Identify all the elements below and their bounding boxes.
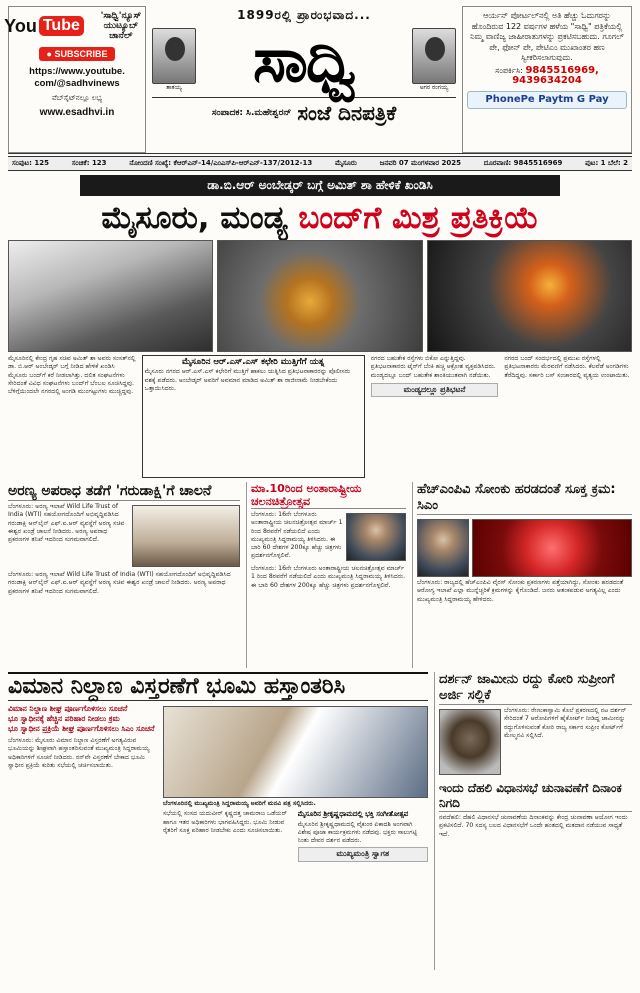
film-headline[interactable]: ಮಾ.10ರಿಂದ ಅಂತಾರಾಷ್ಟ್ರೀಯ ಚಲನಚಿತ್ರೋತ್ಸವ	[251, 482, 406, 509]
youtube-logo: You Tube	[4, 16, 84, 37]
rss-office-box: ಮೈಸೂರಿನ ಆರ್.ಎಸ್.ಎಸ್ ಕಛೇರಿ ಮುತ್ತಿಗೆಗೆ ಯತ್ನ ಮೈಸೂರು ನಗರದ ಆರ್.ಎಸ್.ಎಸ್ ಕಛೇರಿಗೆ ಮುತ್ತಿಗೆ ಹಾಕಲು ಯತ್ನಿಸಿದ ಪ್ರತಿಭಟನಾಕಾರರನ್ನು ಪೊಲೀಸರು ವಶಕ್ಕೆ ಪಡೆದರು. ಅಂಬೇಡ್ಕರ್ ಅವರಿಗೆ ಅವಮಾನ ಮಾಡಿದ ಅಮಿತ್ ಶಾ ರಾಜೀನಾಮೆ ನೀಡಬೇಕೆಂದು ಒತ್ತಾಯಿಸಿದರು.	[142, 355, 365, 478]
darshan-story: ದರ್ಶನ್ ಜಾಮೀನು ರದ್ದು ಕೋರಿ ಸುಪ್ರೀಂಗೆ ಅರ್ಜಿ ಸಲ್ಲಿಕೆ ಬೆಂಗಳೂರು: ರೇಣುಕಾಸ್ವಾಮಿ ಕೊಲೆ ಪ್ರಕರಣದಲ್ಲಿ ನಟ ದರ್ಶನ್ ಸೇರಿದಂತೆ 7 ಆರೋಪಿಗಳಿಗೆ ಹೈಕೋರ್ಟ್ ನೀಡಿದ್ದ ಜಾಮೀನನ್ನು ರದ್ದುಗೊಳಿಸುವಂತೆ ಕೋರಿ ರಾಜ್ಯ ಸರ್ಕಾರ ಸುಪ್ರೀಂ ಕೋರ್ಟ್‌ಗೆ ಮೇಲ್ಮನವಿ ಸಲ್ಲಿಸಿದೆ. ಇಂದು ದೆಹಲಿ ವಿಧಾನಸಭೆ ಚುನಾವಣೆಗೆ ದಿನಾಂಕ ನಿಗದಿ ನವದೆಹಲಿ: ದೆಹಲಿ ವಿಧಾನಸಭೆ ಚುನಾವಣೆಯ ದಿನಾಂಕವನ್ನು ಕೇಂದ್ರ ಚುನಾವಣಾ ಆಯೋಗ ಇಂದು ಪ್ರಕಟಿಸಲಿದೆ. 70 ಸದಸ್ಯ ಬಲದ ವಿಧಾನಸಭೆಗೆ ಒಂದೇ ಹಂತದಲ್ಲಿ ಮತದಾನ ನಡೆಯುವ ಸಾಧ್ಯತೆ ಇದೆ.	[434, 672, 632, 970]
youtube-promo	[4, 6, 146, 153]
darshan-headline[interactable]: ದರ್ಶನ್ ಜಾಮೀನು ರದ್ದು ಕೋರಿ ಸುಪ್ರೀಂಗೆ ಅರ್ಜಿ ಸಲ್ಲಿಕೆ	[439, 672, 632, 705]
protest-march-photo	[8, 240, 213, 352]
lead-headline[interactable]: ಮೈಸೂರು, ಮಂಡ್ಯ ಬಂದ್‌ಗೆ ಮಿಶ್ರ ಪ್ರತಿಕ್ರಿಯೆ	[101, 200, 539, 236]
tyre-fire-photo	[427, 240, 632, 352]
effigy-burning-photo	[217, 240, 422, 352]
film-photo	[346, 513, 406, 561]
hmpv-story: ಹೆಚ್‌ಎಂಪಿವಿ ಸೋಂಕು ಹರಡದಂತೆ ಸೂಕ್ತ ಕ್ರಮ: ಸಿಎಂ ಬೆಂಗಳೂರು: ರಾಜ್ಯದಲ್ಲಿ ಹೆಚ್‌ಎಂಪಿವಿ ವೈರಸ್ ಸೋಂಕು ಪ್ರಕರಣಗಳು ಪತ್ತೆಯಾಗಿದ್ದು, ಸೋಂಕು ಹರಡದಂತೆ ಆರೋಗ್ಯ ಇಲಾಖೆ ಎಲ್ಲಾ ಮುನ್ನೆಚ್ಚರಿಕೆ ಕ್ರಮಗಳನ್ನು ಕೈಗೊಂಡಿದೆ. ಜನರು ಆತಂಕಪಡುವ ಅಗತ್ಯವಿಲ್ಲ ಎಂದು ಮುಖ್ಯಮಂತ್ರಿ ಸಿದ್ದರಾಮಯ್ಯ ಹೇಳಿದರು.	[412, 482, 632, 668]
hmpv-headline[interactable]: ಹೆಚ್‌ಎಂಪಿವಿ ಸೋಂಕು ಹರಡದಂತೆ ಸೂಕ್ತ ಕ್ರಮ: ಸಿಎಂ	[417, 482, 632, 515]
film-story: ಮಾ.10ರಿಂದ ಅಂತಾರಾಷ್ಟ್ರೀಯ ಚಲನಚಿತ್ರೋತ್ಸವ ಬೆಂಗಳೂರು: 16ನೇ ಬೆಂಗಳೂರು ಅಂತಾರಾಷ್ಟ್ರೀಯ ಚಲನಚಿತ್ರೋತ್ಸವ ಮಾರ್ಚ್ 1 ರಿಂದ 8ರವರೆಗೆ ನಡೆಯಲಿದೆ ಎಂದು ಮುಖ್ಯಮಂತ್ರಿ ಸಿದ್ದರಾಮಯ್ಯ ತಿಳಿಸಿದರು. ಈ ಬಾರಿ 60 ದೇಶಗಳ 200ಕ್ಕೂ ಹೆಚ್ಚು ಚಿತ್ರಗಳು ಪ್ರದರ್ಶನಗೊಳ್ಳಲಿವೆ. ಬೆಂಗಳೂರು: 16ನೇ ಬೆಂಗಳೂರು ಅಂತಾರಾಷ್ಟ್ರೀಯ ಚಲನಚಿತ್ರೋತ್ಸವ ಮಾರ್ಚ್ 1 ರಿಂದ 8ರವರೆಗೆ ನಡೆಯಲಿದೆ ಎಂದು ಮುಖ್ಯಮಂತ್ರಿ ಸಿದ್ದರಾಮಯ್ಯ ತಿಳಿಸಿದರು. ಈ ಬಾರಿ 60 ದೇಶಗಳ 200ಕ್ಕೂ ಹೆಚ್ಚು ಚಿತ್ರಗಳು ಪ್ರದರ್ಶನಗೊಳ್ಳಲಿವೆ.	[246, 482, 406, 668]
nameplate: 1899ರಲ್ಲಿ ಪ್ರಾರಂಭವಾದ... ತಾತಯ್ಯ ಸಾಧ್ವಿ ಅಗರ ರಂಗಯ್ಯ ಸಂಪಾದಕ: ಸಿ.ಮಹೇಶ್ವರನ್ ಸಂಜೆ ದಿನಪತ್ರಿಕೆ	[146, 6, 462, 153]
cm-photo	[417, 519, 469, 577]
ad-phone: 9845516969,	[525, 64, 599, 76]
memorandum-photo	[163, 706, 428, 798]
website-note: ವೆಬ್‌ಸೈಟ್‌ನಲ್ಲೂ ಲಭ್ಯ	[51, 94, 103, 102]
payment-logos: PhonePe Paytm G Pay	[467, 91, 627, 110]
lead-text: ಮೈಸೂರಿನಲ್ಲಿ ಕೇಂದ್ರ ಗೃಹ ಸಚಿವ ಅಮಿತ್ ಶಾ ಅವರು ಸಂಸತ್‌ನಲ್ಲಿ ಡಾ. ಬಿ.ಆರ್ ಅಂಬೇಡ್ಕರ್ ಬಗ್ಗೆ ನೀಡಿದ ಹೇಳಿಕೆ ಖಂಡಿಸಿ ಮೈಸೂರು ಬಂದ್‌ಗೆ ಕರೆ ನೀಡಲಾಗಿತ್ತು. ದಲಿತ ಸಂಘಟನೆಗಳು ಸೇರಿದಂತೆ ವಿವಿಧ ಸಂಘಟನೆಗಳು ಬಂದ್‌ಗೆ ಬೆಂಬಲ ಸೂಚಿಸಿದ್ದವು. ಬೆಳಿಗ್ಗೆಯಿಂದಲೇ ನಗರದಲ್ಲಿ ಅಂಗಡಿ ಮುಂಗಟ್ಟುಗಳು ಮುಚ್ಚಿದ್ದವು. ಮೈಸೂರಿನ ಆರ್.ಎಸ್.ಎಸ್ ಕಛೇರಿ ಮುತ್ತಿಗೆಗೆ ಯತ್ನ ಮೈಸೂರು ನಗರದ ಆರ್.ಎಸ್.ಎಸ್ ಕಛೇರಿಗೆ ಮುತ್ತಿಗೆ ಹಾಕಲು ಯತ್ನಿಸಿದ ಪ್ರತಿಭಟನಾಕಾರರನ್ನು ಪೊಲೀಸರು ವಶಕ್ಕೆ ಪಡೆದರು. ಅಂಬೇಡ್ಕರ್ ಅವರಿಗೆ ಅವಮಾನ ಮಾಡಿದ ಅಮಿತ್ ಶಾ ರಾಜೀನಾಮೆ ನೀಡಬೇಕೆಂದು ಒತ್ತಾಯಿಸಿದರು. ನಗರದ ಬಹುತೇಕ ರಸ್ತೆಗಳು ಬಿಕೋ ಎನ್ನುತ್ತಿದ್ದವು. ಪ್ರತಿಭಟನಾಕಾರರು ಟೈರ್‌ಗೆ ಬೆಂಕಿ ಹಚ್ಚಿ ಆಕ್ರೋಶ ವ್ಯಕ್ತಪಡಿಸಿದರು. ಮಂಡ್ಯದಲ್ಲೂ ಬಂದ್ ಬಹುತೇಕ ಶಾಂತಿಯುತವಾಗಿ ನಡೆಯಿತು. ಮಂಡ್ಯದಲ್ಲೂ ಪ್ರತಿಭಟನೆ ನಗರದ ಬಂದ್ ಸಂದರ್ಭದಲ್ಲಿ ಪ್ರಮುಖ ರಸ್ತೆಗಳಲ್ಲಿ ಪ್ರತಿಭಟನಾಕಾರರು ಮೆರವಣಿಗೆ ನಡೆಸಿದರು. ಕೆಲವೆಡೆ ಅಂಗಡಿಗಳು ತೆರೆದಿದ್ದವು. ಸರ್ಕಾರಿ ಬಸ್ ಸಂಚಾರದಲ್ಲಿ ವ್ಯತ್ಯಯ ಉಂಟಾಯಿತು.	[8, 355, 632, 478]
virus-photo	[472, 519, 632, 577]
edition-label: ಸಂಜೆ ದಿನಪತ್ರಿಕೆ	[297, 101, 397, 125]
subscribe-button[interactable]: ● SUBSCRIBE	[39, 47, 116, 61]
forest-meeting-photo	[132, 505, 240, 567]
youtube-url[interactable]: https://www.youtube. com/@sadhvinews	[29, 66, 125, 89]
ad-box: ಆರ್ಯನ್ ಪೋರ್ಟಲ್‌ನಲ್ಲಿ ಅತಿ ಹೆಚ್ಚು ಓದುಗರನ್ನು ಹೊಂದಿರುವ 122 ವರ್ಷಗಳ ಹಳೆಯ "ಸಾಧ್ವಿ" ಪತ್ರಿಕೆಯಲ್ಲಿ ನಿಮ್ಮ ವಾಣಿಜ್ಯ ಜಾಹೀರಾತುಗಳನ್ನು ಪ್ರಕಟಿಸಬಹುದು. ಗೂಗಲ್ ಪೇ, ಫೋನ್ ಪೇ, ಪೇಟಿಎಂ ಮುಖಾಂತರ ಹಣ ಸ್ವೀಕರಿಸಲಾಗುವುದು. ಸಂಪರ್ಕಿಸಿ: 9845516969, 9439634204 PhonePe Paytm G Pay	[462, 6, 632, 153]
airport-headline[interactable]: ವಿಮಾನ ನಿಲ್ದಾಣ ವಿಸ್ತರಣೆಗೆ ಭೂಮಿ ಹಸ್ತಾಂತರಿಸಿ	[8, 672, 428, 701]
lead-photos	[8, 240, 632, 352]
since-line: 1899ರಲ್ಲಿ ಪ್ರಾರಂಭವಾದ...	[237, 8, 371, 22]
founder-portrait	[152, 28, 196, 84]
paper-title: ಸಾಧ್ವಿ	[253, 23, 355, 96]
dateline: ಸಂಪುಟ: 125 ಸಂಚಿಕೆ: 123 ನೋಂದಣಿ ಸಂಖ್ಯೆ: ಕೆಆರ್‌ಎನ್-14/ಎಂಎಸ್‌ಪಿ-ಆರ್‌ಎನ್-137/2012-13 ಮೈಸೂರು ಜನವರಿ 07 ಮಂಗಳವಾರ 2025 ದೂರವಾಣಿ: 9845516969 ಪುಟ: 1 ಬೆಲೆ: 2	[8, 156, 632, 171]
lead-kicker: ಡಾ.ಬಿ.ಆರ್ ಅಂಬೇಡ್ಕರ್ ಬಗ್ಗೆ ಅಮಿತ್ ಶಾ ಹೇಳಿಕೆ ಖಂಡಿಸಿ	[80, 175, 560, 196]
website-url[interactable]: www.esadhvi.in	[39, 107, 115, 118]
forest-headline[interactable]: ಅರಣ್ಯ ಅಪರಾಧ ತಡೆಗೆ 'ಗರುಡಾಕ್ಷಿ'ಗೆ ಚಾಲನೆ	[8, 482, 240, 501]
delhi-headline[interactable]: ಇಂದು ದೆಹಲಿ ವಿಧಾನಸಭೆ ಚುನಾವಣೆಗೆ ದಿನಾಂಕ ನಿಗದಿ	[439, 781, 632, 812]
airport-story: ವಿಮಾನ ನಿಲ್ದಾಣ ವಿಸ್ತರಣೆಗೆ ಭೂಮಿ ಹಸ್ತಾಂತರಿಸಿ ವಿಮಾನ ನಿಲ್ದಾಣ ಶೀಘ್ರ ಪೂರ್ಣಗೊಳಿಸಲು ಸೂಚನೆ ಭೂ ಸ್ವಾಧೀನಕ್ಕೆ ಹೆಚ್ಚಿನ ಪರಿಹಾರ ನೀಡಲು ಕ್ರಮ ಭೂ ಸ್ವಾಧೀನ ಪ್ರಕ್ರಿಯೆ ಶೀಘ್ರ ಪೂರ್ಣಗೊಳಿಸಲು ಸಿಎಂ ಸೂಚನೆ ಬೆಂಗಳೂರು: ಮೈಸೂರು ವಿಮಾನ ನಿಲ್ದಾಣ ವಿಸ್ತರಣೆಗೆ ಅಗತ್ಯವಿರುವ ಭೂಮಿಯನ್ನು ಶೀಘ್ರವಾಗಿ ಹಸ್ತಾಂತರಿಸುವಂತೆ ಮುಖ್ಯಮಂತ್ರಿ ಸಿದ್ದರಾಮಯ್ಯ ಅಧಿಕಾರಿಗಳಿಗೆ ಸೂಚನೆ ನೀಡಿದರು. ರನ್‌ವೇ ವಿಸ್ತರಣೆಗೆ ಬೇಕಾದ ಭೂಮಿ ಸ್ವಾಧೀನ ಪ್ರಕ್ರಿಯೆ ಕುರಿತು ಸಭೆಯಲ್ಲಿ ಚರ್ಚಿಸಲಾಯಿತು. ಬೆಂಗಳೂರಿನಲ್ಲಿ ಮುಖ್ಯಮಂತ್ರಿ ಸಿದ್ದರಾಮಯ್ಯ ಅವರಿಗೆ ಮನವಿ ಪತ್ರ ಸಲ್ಲಿಸಿದರು. ಸಭೆಯಲ್ಲಿ ಸಂಸದ ಯದುವೀರ್ ಕೃಷ್ಣದತ್ತ ಚಾಮರಾಜ ಒಡೆಯರ್ ಹಾಗೂ ಇತರ ಅಧಿಕಾರಿಗಳು ಭಾಗವಹಿಸಿದ್ದರು. ಭೂಮಿ ನೀಡುವ ರೈತರಿಗೆ ಸೂಕ್ತ ಪರಿಹಾರ ನೀಡಬೇಕು ಎಂದು ಸೂಚಿಸಲಾಯಿತು. ಮೈಸೂರಿನ ಶ್ರೀಕೃಷ್ಣಧಾಮದಲ್ಲಿ ಭಕ್ತಿ ಸಂಗೀತೋತ್ಸವ ಮೈಸೂರಿನ ಶ್ರೀಕೃಷ್ಣಧಾಮದಲ್ಲಿ ವೈಕುಂಠ ಏಕಾದಶಿ ಅಂಗವಾಗಿ ವಿಶೇಷ ಪೂಜಾ ಕಾರ್ಯಕ್ರಮಗಳು ನಡೆದವು. ಭಕ್ತರು ಸಾಲುಗಟ್ಟಿ ನಿಂತು ದೇವರ ದರ್ಶನ ಪಡೆದರು. ಮುಖ್ಯಮಂತ್ರಿ ಸ್ವಾಗತ	[8, 672, 428, 970]
darshan-photo	[439, 709, 501, 775]
youtube-channel-name: 'ಸಾಧ್ವಿ'ನ್ಯೂಸ್ ಯುಟ್ಯೂಬ್ ಚಾನೆಲ್	[100, 11, 142, 41]
editor-name: ಸಂಪಾದಕ: ಸಿ.ಮಹೇಶ್ವರನ್	[211, 108, 292, 118]
masthead	[4, 6, 632, 154]
forest-story: ಅರಣ್ಯ ಅಪರಾಧ ತಡೆಗೆ 'ಗರುಡಾಕ್ಷಿ'ಗೆ ಚಾಲನೆ ಬೆಂಗಳೂರು: ಅರಣ್ಯ ಇಲಾಖೆ Wild Life Trust of India (WTI) ಸಹಯೋಗದೊಂದಿಗೆ ಅಭಿವೃದ್ಧಿಪಡಿಸಿದ ಗರುಡಾಕ್ಷಿ ಆನ್‌ಲೈನ್ ಎಫ್.ಐ.ಆರ್ ವ್ಯವಸ್ಥೆಗೆ ಅರಣ್ಯ ಸಚಿವ ಈಶ್ವರ ಖಂಡ್ರೆ ಚಾಲನೆ ನೀಡಿದರು. ಅರಣ್ಯ ಅಪರಾಧ ಪ್ರಕರಣಗಳ ತನಿಖೆ ಇದರಿಂದ ಸುಗಮವಾಗಲಿದೆ. ಬೆಂಗಳೂರು: ಅರಣ್ಯ ಇಲಾಖೆ Wild Life Trust of India (WTI) ಸಹಯೋಗದೊಂದಿಗೆ ಅಭಿವೃದ್ಧಿಪಡಿಸಿದ ಗರುಡಾಕ್ಷಿ ಆನ್‌ಲೈನ್ ಎಫ್.ಐ.ಆರ್ ವ್ಯವಸ್ಥೆಗೆ ಅರಣ್ಯ ಸಚಿವ ಈಶ್ವರ ಖಂಡ್ರೆ ಚಾಲನೆ ನೀಡಿದರು. ಅರಣ್ಯ ಅಪರಾಧ ಪ್ರಕರಣಗಳ ತನಿಖೆ ಇದರಿಂದ ಸುಗಮವಾಗಲಿದೆ.	[8, 482, 240, 668]
founder2-portrait	[412, 28, 456, 84]
